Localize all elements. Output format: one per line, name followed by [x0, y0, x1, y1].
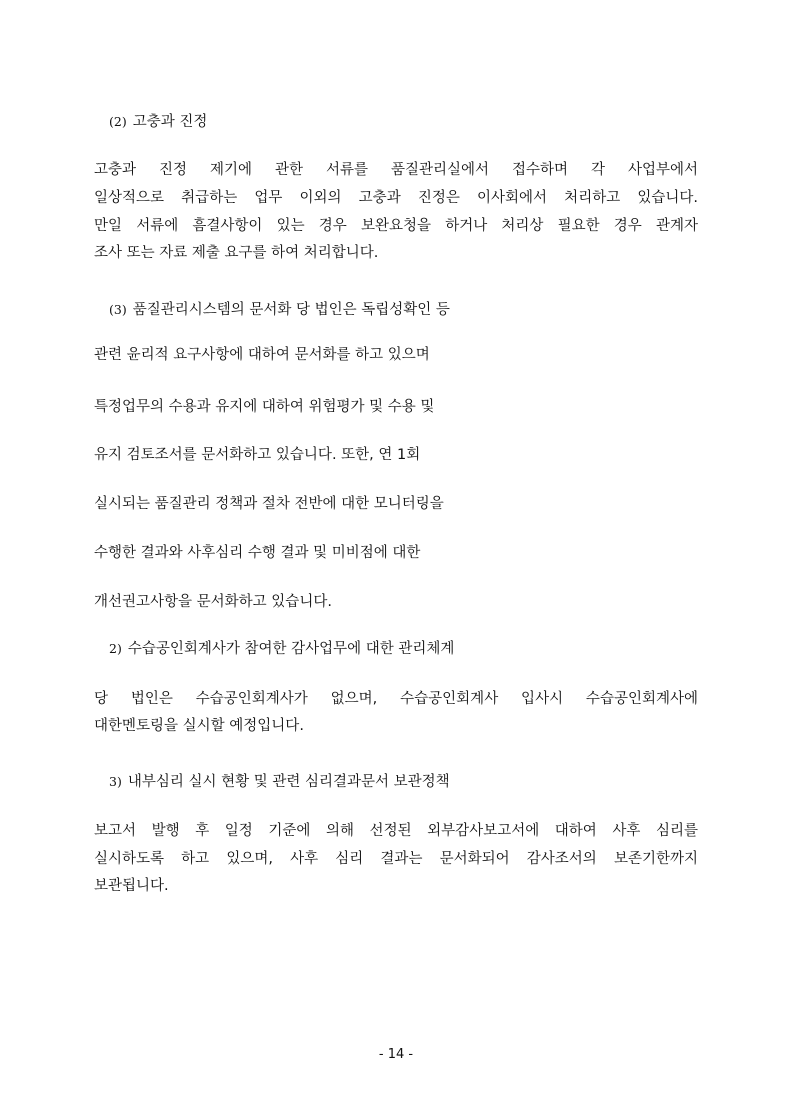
paragraph-line: 수행한 결과와 사후심리 수행 결과 및 미비점에 대한	[94, 545, 421, 561]
section-title: 품질관리시스템의 문서화 당 법인은 독립성확인 등	[132, 302, 450, 318]
section-title: 고충과 진정	[132, 114, 208, 130]
section-heading-internal-review	[109, 772, 450, 792]
section-title: 내부심리 실시 현황 및 관련 심리결과문서 보관정책	[127, 774, 450, 790]
paragraph-line: 대한멘토링을 실시할 예정입니다.	[94, 718, 304, 734]
paragraph-line: 조사 또는 자료 제출 요구를 하여 처리합니다.	[94, 245, 379, 261]
paragraph-line: 유지 검토조서를 문서화하고 있습니다. 또한, 연 1회	[94, 447, 421, 463]
paragraph-line: 고충과 진정 제기에 관한 서류를 품질관리실에서 접수하며 각 사업부에서	[94, 162, 698, 178]
paragraph-line: 당 법인은 수습공인회계사가 없으며, 수습공인회계사 입사시 수습공인회계사에	[94, 691, 698, 707]
paragraph-line: 관련 윤리적 요구사항에 대하여 문서화를 하고 있으며	[94, 347, 430, 363]
section-number: (2)	[109, 114, 127, 129]
paragraph-line: 보고서 발행 후 일정 기준에 의해 선정된 외부감사보고서에 대하여 사후 심리를	[94, 823, 698, 839]
section-number: 2)	[109, 641, 122, 656]
section-number: 3)	[109, 774, 122, 789]
paragraph-line: 만일 서류에 흠결사항이 있는 경우 보완요청을 하거나 처리상 필요한 경우 관계자	[94, 218, 698, 234]
section-heading-trainee	[109, 639, 454, 659]
page-number: - 14 -	[378, 1047, 414, 1062]
section-number: (3)	[109, 302, 127, 317]
paragraph-line: 일상적으로 취급하는 업무 이외의 고충과 진정은 이사회에서 처리하고 있습니다.	[94, 190, 698, 206]
paragraph-line: 보관됩니다.	[94, 878, 169, 894]
paragraph-line: 실시되는 품질관리 정책과 절차 전반에 대한 모니터링을	[94, 496, 444, 512]
section-heading-documentation	[109, 300, 450, 320]
section-heading-complaints	[109, 112, 207, 132]
section-title: 수습공인회계사가 참여한 감사업무에 대한 관리체계	[127, 641, 455, 657]
paragraph-line: 개선권고사항을 문서화하고 있습니다.	[94, 594, 332, 610]
paragraph-line: 실시하도록 하고 있으며, 사후 심리 결과는 문서화되어 감사조서의 보존기한까지	[94, 851, 698, 867]
paragraph-line: 특정업무의 수용과 유지에 대하여 위험평가 및 수용 및	[94, 399, 435, 415]
